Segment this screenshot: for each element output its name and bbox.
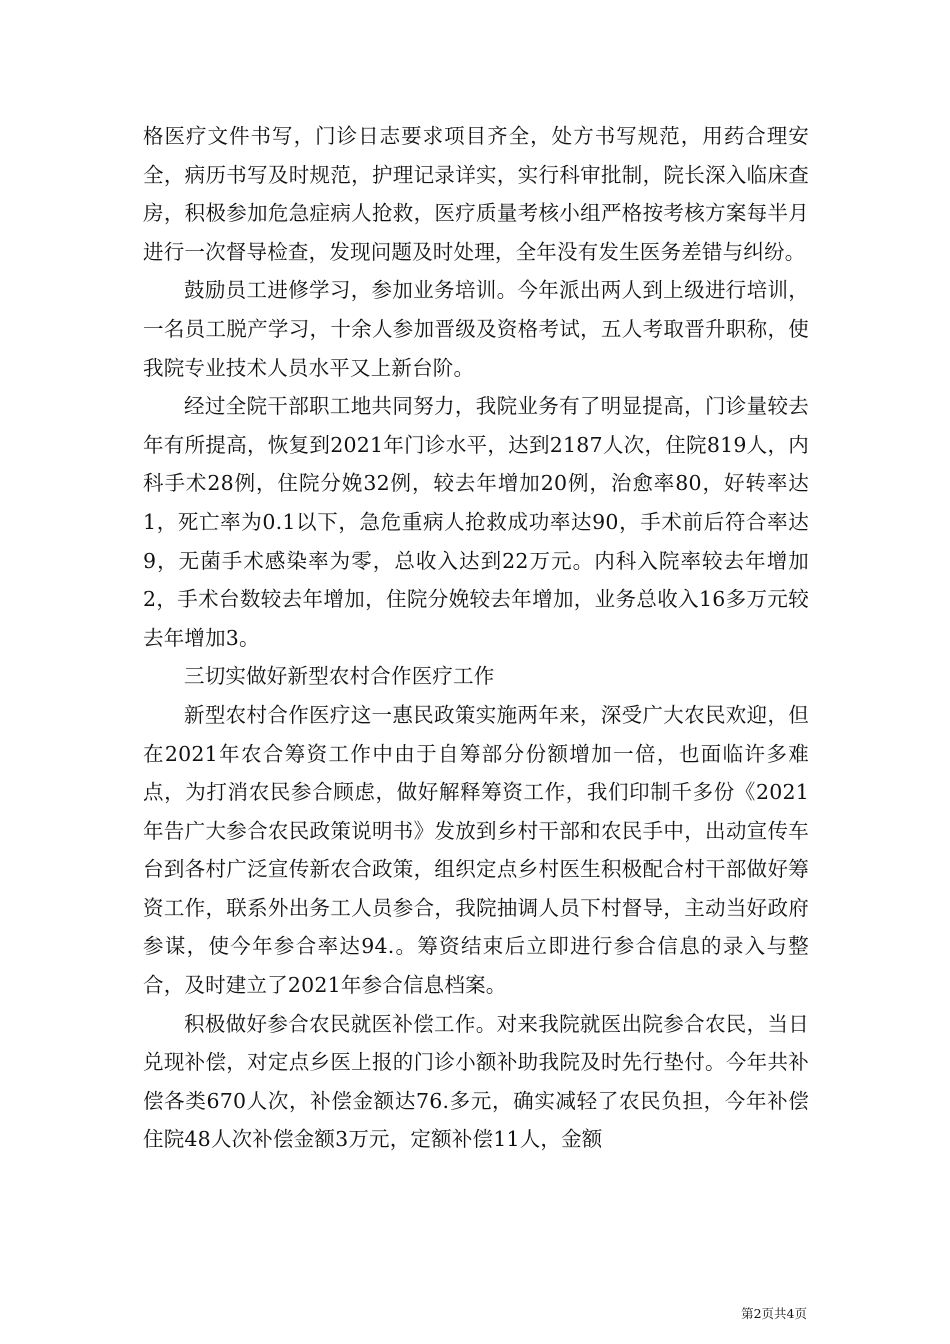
paragraph-3: 经过全院干部职工地共同努力，我院业务有了明显提高，门诊量较去年有所提高，恢复到2021年门诊水平，达到2187人次，住院819人，内科手术28例，住院分娩32例，较去年增加20例，治愈率80，好转率达1，死亡率为0.1以下，急危重病人抢救成功率达90，手术前后符合率达9，无菌手术感染率为零，总收入达到22万元。内科入院率较去年增加2，手术台数较去年增加，住院分娩较去年增加，业务总收入16多万元较去年增加3。 <box>143 394 809 650</box>
paragraph-1: 格医疗文件书写，门诊日志要求项目齐全，处方书写规范，用药合理安全，病历书写及时规范，护理记录详实，实行科审批制，院长深入临床查房，积极参加危急症病人抢救，医疗质量考核小组严格按考核方案每半月进行一次督导检查，发现问题及时处理，全年没有发生医务差错与纠纷。 <box>143 124 809 264</box>
paragraph-2: 鼓励员工进修学习，参加业务培训。今年派出两人到上级进行培训，一名员工脱产学习，十余人参加晋级及资格考试，五人考取晋升职称，使我院专业技术人员水平又上新台阶。 <box>143 278 809 380</box>
document-body <box>143 117 809 1159</box>
page-footer <box>0 1304 950 1324</box>
paragraph-4: 新型农村合作医疗这一惠民政策实施两年来，深受广大农民欢迎，但在2021年农合筹资工作中由于自筹部分份额增加一倍，也面临许多难点，为打消农民参合顾虑，做好解释筹资工作，我们印制千多份《2021年告广大参合农民政策说明书》发放到乡村干部和农民手中，出动宣传车台到各村广泛宣传新农合政策，组织定点乡村医生积极配合村干部做好筹资工作，联系外出务工人员参合，我院抽调人员下村督导，主动当好政府参谋，使今年参合率达94.。筹资结束后立即进行参合信息的录入与整合，及时建立了2021年参合信息档案。 <box>143 702 809 998</box>
paragraph-5: 积极做好参合农民就医补偿工作。对来我院就医出院参合农民，当日兑现补偿，对定点乡医上报的门诊小额补助我院及时先行垫付。今年共补偿各类670人次，补偿金额达76.多元，确实减轻了农民负担，今年补偿住院48人次补偿金额3万元，定额补偿11人，金额 <box>143 1011 809 1152</box>
section-heading: 三切实做好新型农村合作医疗工作 <box>184 664 495 689</box>
page-number: 第2页共4页 <box>741 1306 807 1321</box>
